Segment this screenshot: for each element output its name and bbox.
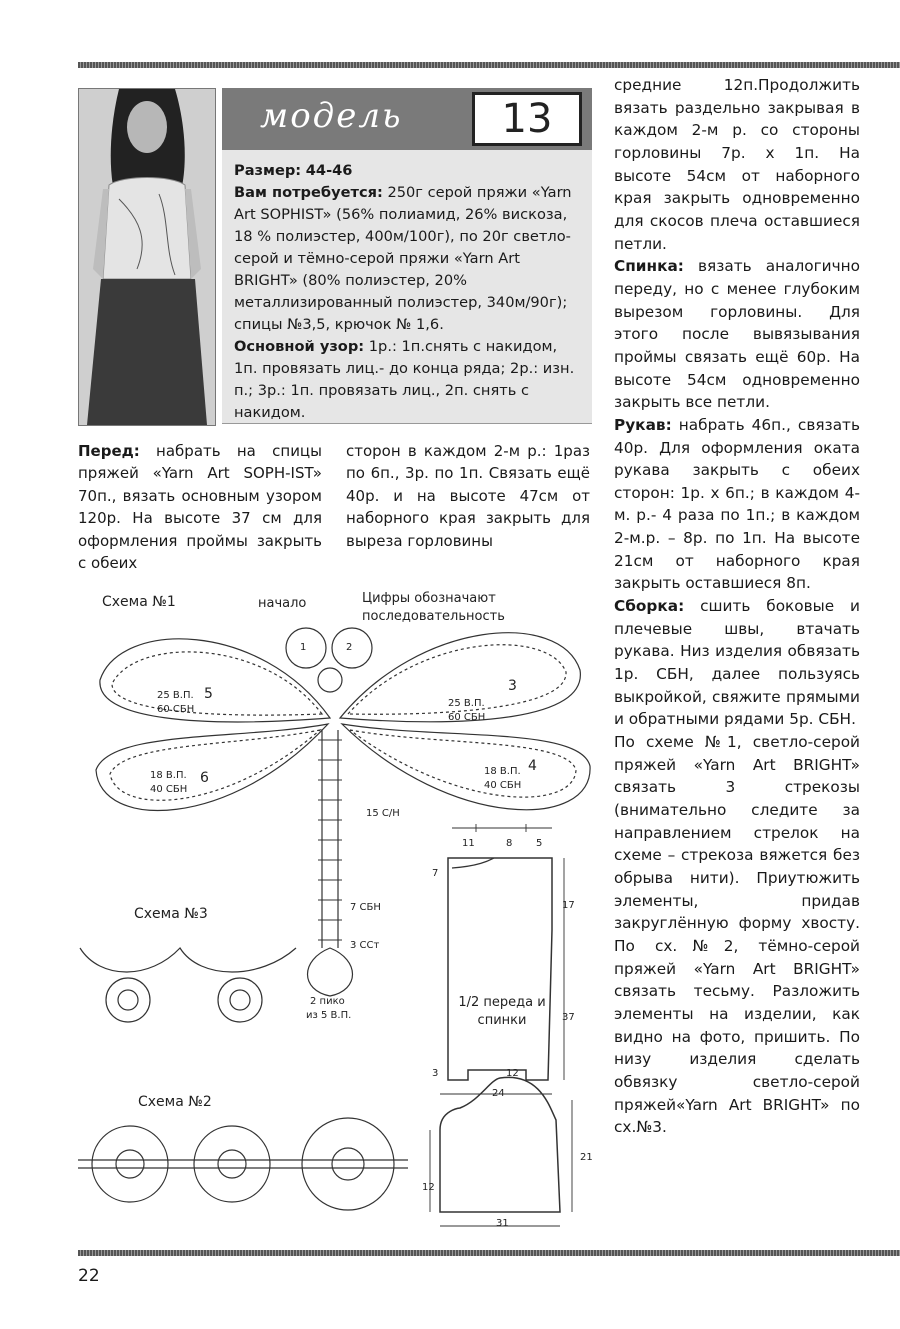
wing4-text1: 18 В.П. (484, 766, 521, 777)
scheme2-motif-1 (92, 1126, 168, 1202)
dragonfly-wing-4 (342, 724, 590, 810)
pattern-front-back-label: 1/2 переда и спинки (458, 995, 546, 1028)
scheme1-title: Схема №1 (102, 594, 176, 610)
pattern-dim-top-right: 5 (536, 838, 543, 849)
needs-label: Вам потребуется: (234, 184, 383, 201)
pattern-front-back (448, 858, 552, 1080)
needs-text: 250г серой пряжи «Yarn Art SOPHIST» (56% полиамид, 26% вискоза, 18 % полиэстер, 400м/100г), по 20г светло-серой и тёмно-серой пряжи «Yarn Art BRIGHT» (80% полиэстер, 20% металлизированный полиэстер, 340м/90г); спицы №3,5, крючок № 1,6. (234, 184, 572, 333)
wing5-number: 5 (204, 686, 213, 702)
dragonfly-tail (308, 948, 353, 996)
size-value: 44-46 (305, 162, 353, 179)
page-number: 22 (78, 1266, 100, 1286)
sleeve-label: Рукав: (614, 415, 672, 434)
wing5-text1: 25 В.П. (157, 690, 194, 701)
pattern-text: 1р.: 1п.снять с накидом, 1п. провязать лиц.- до конца ряда; 2р.: изн. п.; 3р.: 1п. провязать лиц., 2п. снять с накидом. (234, 338, 575, 421)
dragonfly-wing-6 (96, 724, 328, 810)
pattern-dim-left: 7 (432, 868, 439, 879)
scheme2-braid-line (78, 1160, 408, 1168)
start-label: начало (258, 596, 307, 611)
scheme3-title: Схема №3 (134, 906, 208, 922)
scheme3-motif-1 (106, 978, 150, 1022)
scheme-text: По схеме №1, светло-серой пряжей «Yarn Art BRIGHT» связать 3 стрекозы (внимательно следите за направлением стрелок на схеме – стрекоза вяжется без обрыва нити). Приутюжить элементы, придав закруглённую форму хвосту. По сх.№2, тёмно-серой пряжей «Yarn Art BRIGHT» связать тесьму. Разложить элементы на изделии, как видно на фото, пришить. По низу изделия сделать обвязку светло-серой пряжей«Yarn Art BRIGHT» по сх.№3. (614, 733, 860, 1137)
assembly-text: сшить боковые и плечевые швы, втачать рукава. Низ изделия обвязать 1р. СБН, далее пользуясь выкройкой, свяжите прямыми и обратными рядами 5р. СБН. (614, 597, 860, 729)
sleeve-text: набрать 46п., связать 40р. Для оформления оката рукава закрыть с обеих сторон: 1р. х 6п.; в каждом 4-м. р.- 4 раза по 1п.; в каждом 2-м.р. – 8р. по 1п. На высоте 21см от наборного края закрыть оставшиеся 8п. (614, 415, 860, 593)
sleeve-dim-left: 12 (422, 1182, 435, 1193)
pattern-dim-right: 37 (562, 1012, 575, 1023)
sleeve-dim-bottom: 31 (496, 1218, 509, 1229)
head-number-1: 1 (300, 642, 307, 653)
model-number: 13 (472, 92, 582, 146)
scheme2-motif-2 (194, 1126, 270, 1202)
tail-label-chain: из 5 В.П. (306, 1010, 352, 1021)
pattern-dim-top-left: 11 (462, 838, 475, 849)
wing3-number: 3 (508, 678, 517, 694)
wing3-text2: 60 СБН (448, 712, 486, 723)
front-text-right: средние 12п.Продолжить вязать раздельно закрывая в каждом 2-м р. со стороны горловины 7р. х 1п. На высоте 54см от наборного края закрыть одновременно для скосов плеча оставшиеся петли. (614, 76, 860, 253)
pattern-neckline (452, 858, 494, 868)
model-title: модель (260, 96, 403, 136)
pattern-dim-top-mid: 8 (506, 838, 513, 849)
wing4-number: 4 (528, 758, 537, 774)
tail-label-picot: 2 пико (310, 996, 345, 1007)
pattern-dim-bottom-left: 3 (432, 1068, 439, 1079)
wing6-text1: 18 В.П. (150, 770, 187, 781)
front-text-mid: сторон в каждом 2-м р.: 1раз по 6п., 3р. по 1п. Связать ещё 40р. и на высоте 47см от наборного края закрыть для выреза горловины (346, 442, 590, 550)
head-number-2: 2 (346, 642, 353, 653)
pattern-dim-bottom-mid: 12 (506, 1068, 519, 1079)
wing5-text2: 60 СБН (157, 704, 195, 715)
body-label-stitches: 15 С/Н (366, 808, 400, 819)
front-label: Перед: (78, 442, 140, 460)
wing3-text1: 25 В.П. (448, 698, 485, 709)
back-text: вязать аналогично переду, но с менее глубоким вырезом горловины. Для этого после вывязывания проймы связать ещё 60р. На высоте 54см одновременно закрыть все петли. (614, 257, 860, 412)
scheme2-motif-3 (302, 1118, 394, 1210)
dragonfly-body (322, 730, 338, 948)
dragonfly-wing-5 (100, 639, 330, 722)
wing4-text2: 40 СБН (484, 780, 522, 791)
pattern-dim-bottom: 24 (492, 1088, 505, 1099)
sleeve-dim-right: 21 (580, 1152, 593, 1163)
assembly-label: Сборка: (614, 597, 685, 616)
scheme2-title: Схема №2 (138, 1094, 212, 1110)
numbers-note: Цифры обозначают последовательность (362, 591, 505, 624)
body-label-sc: 7 СБН (350, 902, 381, 913)
front-text-left: набрать на спицы пряжей «Yarn Art SOPH-IST» 70п., вязать основным узором 120р. На высоте 37 см для оформления проймы закрыть с обеих (78, 442, 322, 573)
dragonfly-neck (318, 668, 342, 692)
wing6-number: 6 (200, 770, 209, 786)
size-label: Размер: (234, 162, 302, 179)
scheme3-motif-2 (218, 978, 262, 1022)
pattern-dim-right-top: 17 (562, 900, 575, 911)
wing6-text2: 40 СБН (150, 784, 188, 795)
pattern-label: Основной узор: (234, 338, 365, 355)
body-label-slip: 3 ССт (350, 940, 380, 951)
back-label: Спинка: (614, 257, 684, 276)
bottom-rule (78, 1250, 900, 1256)
